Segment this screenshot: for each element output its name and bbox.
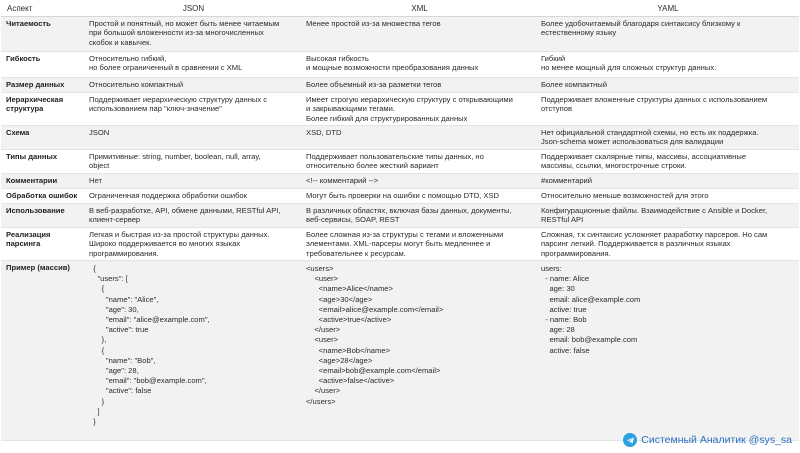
row-label: Размер данных (1, 78, 85, 93)
table-row (1, 78, 799, 93)
xml-cell: Имеет строгую иерархическую структуру с открывающими и закрывающими тегами. Более гибкий для структурированных данных (302, 93, 537, 126)
json-cell: В веб-разработке, API, обмене данными, RESTful API, клиент-сервер (85, 204, 302, 228)
xml-cell: Поддерживает пользовательские типы данных, но относительно более жесткий вариант (302, 150, 537, 174)
json-cell: Простой и понятный, но может быть менее читаемым при большой вложенности из-за многочисленных скобок и кавычек. (85, 17, 302, 52)
row-label: Гибкость (1, 52, 85, 78)
header-row (1, 1, 799, 17)
json-cell: Относительно гибкий, но более ограниченный в сравнении с XML (85, 52, 302, 78)
xml-cell: Могут быть проверки на ошибки с помощью DTD, XSD (302, 189, 537, 204)
header-yaml: YAML (537, 1, 799, 17)
row-label: Иерархическая структура (1, 93, 85, 126)
xml-cell: Менее простой из-за множества тегов (302, 17, 537, 52)
xml-example-code: <users> <user> <name>Alice</name> <age>30</age> <email>alice@example.com</email> <active>true</active> </user> <user> <name>Bob</name> <age>28</age> <email>bob@example.com</email> <active>false</active> </user> </users> (302, 261, 537, 441)
yaml-example-code: users: - name: Alice age: 30 email: alice@example.com active: true - name: Bob age: 28 email: bob@example.com active: false (537, 261, 799, 441)
table-row (1, 189, 799, 204)
table-row (1, 228, 799, 261)
table-row (1, 17, 799, 52)
yaml-cell: Гибкий но менее мощный для сложных структур данных. (537, 52, 799, 78)
channel-watermark (623, 433, 792, 447)
json-cell: Нет (85, 174, 302, 189)
xml-cell: Более объемный из-за разметки тегов (302, 78, 537, 93)
xml-cell: Высокая гибкость и мощные возможности преобразования данных (302, 52, 537, 78)
yaml-cell: Нет официальной стандартной схемы, но есть их поддержка. Json-schema может использоваться для валидации (537, 126, 799, 150)
telegram-icon (623, 433, 637, 447)
yaml-cell: Конфигурационные файлы. Взаимодействие с Ansible и Docker, RESTful API (537, 204, 799, 228)
row-label: Схема (1, 126, 85, 150)
row-label: Реализация парсинга (1, 228, 85, 261)
header-json: JSON (85, 1, 302, 17)
comparison-table (1, 1, 799, 441)
xml-cell: <!-- комментарий --> (302, 174, 537, 189)
table-row (1, 93, 799, 126)
yaml-cell: Более компактный (537, 78, 799, 93)
row-label: Комментарии (1, 174, 85, 189)
table-row (1, 126, 799, 150)
yaml-cell: Поддерживает скалярные типы, массивы, ассоциативные массивы, ссылки, многострочные строки. (537, 150, 799, 174)
json-cell: Поддерживает иерархическую структуру данных с использованием пар "ключ-значение" (85, 93, 302, 126)
row-label: Типы данных (1, 150, 85, 174)
yaml-cell: Относительно меньше возможностей для этого (537, 189, 799, 204)
yaml-cell: Более удобочитаемый благодаря синтаксису близкому к естественному языку (537, 17, 799, 52)
json-cell: Ограниченная поддержка обработки ошибок (85, 189, 302, 204)
json-example-code: { "users": [ { "name": "Alice", "age": 30, "email": "alice@example.com", "active": true }, { "name": "Bob", "age": 28, "email": "bob@example.com", "active": false } ] } (85, 261, 302, 441)
json-cell: JSON (85, 126, 302, 150)
json-cell: Относительно компактный (85, 78, 302, 93)
row-label: Читаемость (1, 17, 85, 52)
yaml-cell: #комментарий (537, 174, 799, 189)
table-row (1, 174, 799, 189)
json-cell: Легкая и быстрая из-за простой структуры данных. Широко поддерживается во многих языках программирования. (85, 228, 302, 261)
watermark-text: Системный Аналитик @sys_sa (641, 434, 792, 446)
xml-cell: Более сложная из-за структуры с тегами и вложенными элементами. XML-парсеры могут быть медленнее и требовательнее к ресурсам. (302, 228, 537, 261)
example-row (1, 261, 799, 441)
xml-cell: В различных областях, включая базы данных, документы, веб-сервисы, SOAP, REST (302, 204, 537, 228)
row-label: Пример (массив) (1, 261, 85, 441)
header-xml: XML (302, 1, 537, 17)
yaml-cell: Поддерживает вложенные структуры данных с использованием отступов (537, 93, 799, 126)
yaml-cell: Сложная, т.к синтаксис усложняет разработку парсеров. Но сам парсинг легкий. Поддерживается в различных языках программирования. (537, 228, 799, 261)
json-cell: Примитивные: string, number, boolean, null, array, object (85, 150, 302, 174)
xml-cell: XSD, DTD (302, 126, 537, 150)
row-label: Обработка ошибок (1, 189, 85, 204)
table-row (1, 52, 799, 78)
header-aspect: Аспект (1, 1, 85, 17)
table-row (1, 204, 799, 228)
row-label: Использование (1, 204, 85, 228)
table-row (1, 150, 799, 174)
